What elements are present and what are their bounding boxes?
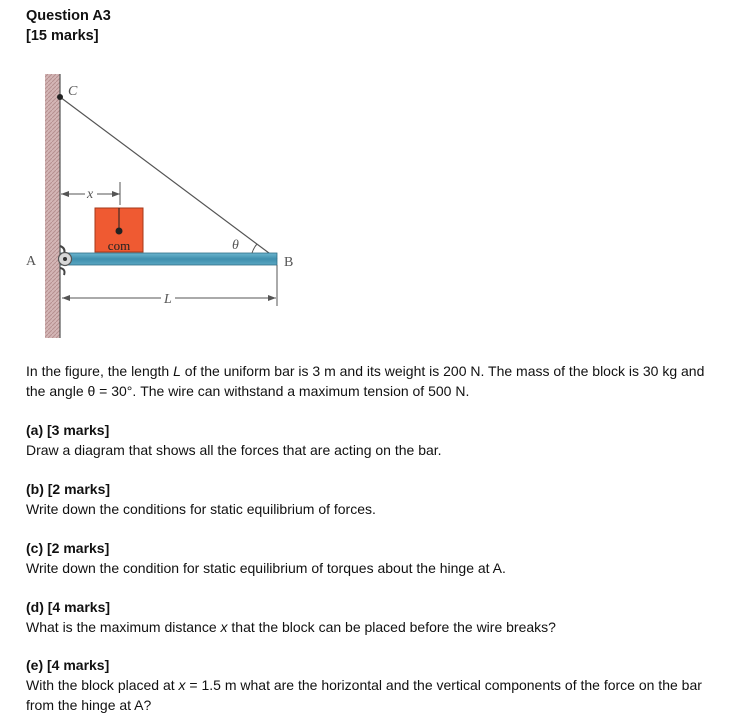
part-d bbox=[26, 597, 706, 637]
part-b bbox=[26, 479, 706, 519]
l-arrow-right bbox=[268, 295, 276, 301]
bar bbox=[61, 253, 277, 265]
point-c-dot bbox=[57, 94, 63, 100]
part-b-text: Write down the conditions for static equilibrium of forces. bbox=[26, 501, 376, 517]
part-b-label: (b) [2 marks] bbox=[26, 481, 111, 497]
part-c-text: Write down the condition for static equilibrium of torques about the hinge at A. bbox=[26, 560, 506, 576]
x-arrow-left bbox=[61, 191, 69, 197]
part-e-label: (e) [4 marks] bbox=[26, 657, 110, 673]
question-marks: [15 marks] bbox=[26, 28, 99, 44]
l-arrow-left bbox=[62, 295, 70, 301]
angle-arc bbox=[252, 244, 257, 253]
label-x: x bbox=[87, 187, 94, 202]
block-com-dot bbox=[116, 228, 123, 235]
part-a bbox=[26, 420, 706, 460]
label-com: com bbox=[107, 238, 131, 253]
x-arrow-right bbox=[112, 191, 120, 197]
question-header bbox=[26, 6, 111, 46]
part-a-label: (a) [3 marks] bbox=[26, 422, 110, 438]
wire bbox=[60, 97, 277, 259]
label-l: L bbox=[164, 292, 172, 307]
problem-statement: In the figure, the length L of the uniform bar is 3 m and its weight is 200 N. The mass of the block is 30 kg and the angle θ = 30°. The wire can withstand a maximum tension of 500 N. bbox=[26, 363, 705, 399]
label-b: B bbox=[284, 255, 294, 270]
part-e-text: With the block placed at x = 1.5 m what are the horizontal and the vertical components of the force on the bar from the hinge at A? bbox=[26, 677, 702, 713]
part-c-label: (c) [2 marks] bbox=[26, 540, 110, 556]
part-a-text: Draw a diagram that shows all the forces that are acting on the bar. bbox=[26, 442, 442, 458]
wall bbox=[45, 74, 60, 338]
part-d-text: What is the maximum distance x that the block can be placed before the wire breaks? bbox=[26, 619, 556, 635]
physics-figure bbox=[24, 70, 314, 345]
label-a: A bbox=[26, 254, 37, 269]
label-c: C bbox=[68, 84, 78, 99]
part-e bbox=[26, 655, 706, 715]
question-title: Question A3 bbox=[26, 8, 111, 24]
label-theta: θ bbox=[232, 238, 239, 253]
part-c bbox=[26, 538, 706, 578]
part-d-label: (d) [4 marks] bbox=[26, 599, 111, 615]
hinge-pin bbox=[63, 257, 67, 261]
